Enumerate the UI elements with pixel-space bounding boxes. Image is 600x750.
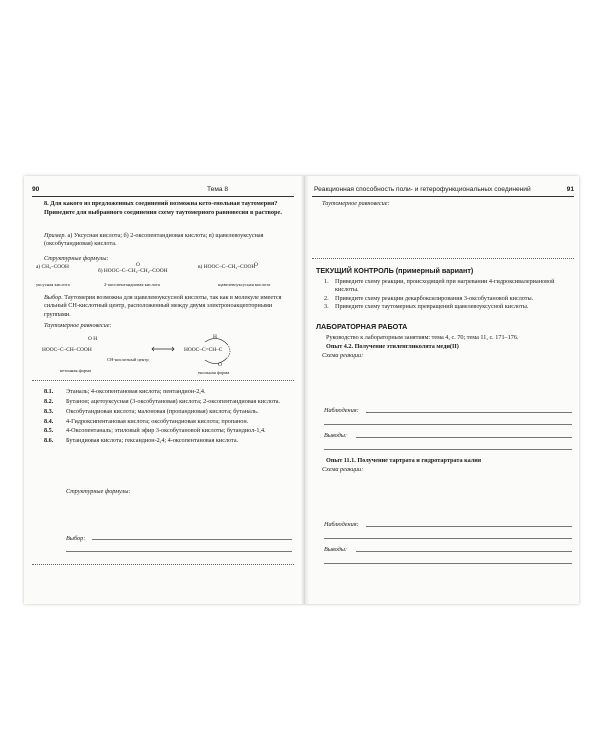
answer-item: 8.6. Бутандиовая кислота; гександион-2,4; 4-оксопентановая кислота. bbox=[44, 437, 239, 445]
choice-label: Выбор. bbox=[44, 294, 63, 301]
answer-item: 8.1. Этаналь; 4-оксопентановая кислота; пентандион-2,4. bbox=[44, 388, 206, 395]
enol-oxygen: O bbox=[218, 362, 222, 368]
observations-line bbox=[324, 424, 572, 425]
conclusions-line bbox=[324, 563, 572, 564]
observations-line bbox=[366, 412, 572, 413]
conclusion-line bbox=[92, 539, 292, 540]
answer-item: 8.5. 4-Оксопентаналь; этиловый эфир 3-оксобутановой кислоты; бутандиол-1,4. bbox=[44, 427, 266, 435]
enol-formula: HOOC–C=CH–C bbox=[184, 347, 223, 353]
right-header-title: Реакционная способность поли- и гетерофункциональных соединений bbox=[314, 186, 531, 193]
caption-acetic-acid: уксусная кислота bbox=[36, 282, 70, 287]
book-spread bbox=[24, 176, 579, 604]
observations-label: Наблюдения: bbox=[324, 407, 359, 414]
formula-b-carbonyl: O bbox=[136, 262, 140, 268]
structural-formulas-prompt: Структурные формулы: bbox=[66, 488, 131, 495]
left-header-title: Тема 8 bbox=[207, 186, 229, 193]
right-separator bbox=[312, 258, 574, 259]
enol-form-caption: енольная форма bbox=[198, 370, 230, 375]
example-label: Пример. bbox=[44, 232, 66, 239]
lab-work-heading: ЛАБОРАТОРНАЯ РАБОТА bbox=[316, 322, 408, 331]
equilibrium-arrow bbox=[150, 344, 176, 354]
answer-item: 8.3. Оксобутандиовая кислота; малоновая (пропандиовая) кислота; бутаналь. bbox=[44, 407, 259, 415]
control-task: 2. Приведите схему реакции декарбоксилирования 3-оксобутановой кислоты. bbox=[324, 294, 534, 302]
conclusions-label-2: Выводы: bbox=[324, 546, 347, 553]
answers-list bbox=[44, 388, 292, 447]
observations-line bbox=[324, 538, 572, 539]
conclusions-line bbox=[324, 449, 572, 450]
caption-oxaloacetic: щавелевоуксусная кислота bbox=[218, 282, 271, 287]
right-running-header bbox=[312, 186, 574, 197]
keto-carbonyl: O H bbox=[88, 336, 98, 342]
conclusion-line bbox=[66, 551, 292, 552]
right-page-number: 91 bbox=[566, 186, 574, 193]
left-bottom-separator bbox=[32, 564, 294, 565]
caption-2-oxopentanedioic: 2-оксопентандиовая кислота bbox=[104, 282, 160, 287]
answer-item: 8.4. 4-Гидроксипентановая кислота; оксобутандиовая кислота; пропанон. bbox=[44, 417, 249, 425]
reaction-scheme-label-2: Схема реакции: bbox=[322, 466, 364, 473]
book-gutter bbox=[301, 176, 309, 604]
observations-line bbox=[366, 526, 572, 527]
enol-h: H bbox=[213, 334, 217, 340]
right-page bbox=[312, 176, 574, 604]
tautomeric-equilibrium-label: Таутомерное равновесие: bbox=[44, 322, 112, 329]
left-running-header bbox=[32, 186, 294, 197]
left-separator bbox=[32, 380, 294, 381]
formula-a: а) CH₃–COOH bbox=[36, 264, 69, 270]
left-page-number: 90 bbox=[32, 186, 40, 193]
choice-text bbox=[44, 294, 292, 319]
structural-formulas-label: Структурные формулы: bbox=[44, 255, 109, 262]
reaction-scheme-label: Схема реакции: bbox=[322, 352, 364, 359]
keto-formula: HOOC–C–CH–COOH bbox=[42, 347, 92, 353]
formula-c: в) HOOC–C–CH₂–COOH bbox=[198, 264, 256, 270]
formula-b: б) HOOC–C–CH₂–CH₂–COOH bbox=[98, 268, 168, 274]
lab-guide-text: Руководство к лабораторным занятиям: тема 4, с. 70; тема 11, с. 171–176. bbox=[326, 334, 519, 341]
left-page bbox=[32, 176, 294, 604]
conclusions-line bbox=[356, 437, 572, 438]
control-tasks bbox=[324, 278, 570, 311]
current-control-heading: ТЕКУЩИЙ КОНТРОЛЬ (примерный вариант) bbox=[316, 266, 474, 275]
example-body: а) Уксусная кислота; б) 2-оксопентандиовая кислота; в) щавелевоуксусная (оксобутандиовая) кислота. bbox=[44, 232, 264, 248]
conclusions-label: Выводы: bbox=[324, 432, 347, 439]
answer-item: 8.2. Бутанон; ацетоуксусная (3-оксобутановая) кислота; 2-оксопентандиовая кислота. bbox=[44, 397, 281, 405]
experiment-4-2-title: Опыт 4.2. Получение этиленгликолята меди(II) bbox=[326, 343, 459, 350]
control-task: 1. Приведите схему реакции, происходящей при нагревании 4-гидроксивалериановой кислоты. bbox=[324, 278, 555, 294]
example-text bbox=[44, 232, 292, 249]
control-task: 3. Приведите схему таутомерных превращений щавелевоуксусной кислоты. bbox=[324, 303, 529, 311]
choice-body: Таутомерия возможна для щавелевоуксусной кислоты, так как в молекуле имеется сильный CH-кислотный центр, расположенный между двумя электроноакцепторными группами. bbox=[44, 294, 282, 318]
experiment-11-1-title: Опыт 11.1. Получение тартрата и гидротартрата калия bbox=[326, 457, 482, 464]
ch-acid-center-label: CH-кислотный центр bbox=[107, 357, 149, 362]
conclusions-line bbox=[356, 551, 572, 552]
observations-label-2: Наблюдения: bbox=[324, 521, 359, 528]
question-8: 8. Для какого из предложенных соединений возможна кето-енольная таутомерия? Приведите для выбранного соединения схему таутомерного равновесия в растворе. bbox=[44, 200, 282, 216]
conclusion-label: Выбор: bbox=[66, 535, 86, 542]
keto-form-caption: кетонная форма bbox=[60, 368, 92, 373]
formula-c-carbonyl: O bbox=[254, 262, 258, 268]
tautomeric-equilibrium-label: Таутомерное равновесие: bbox=[322, 200, 390, 207]
